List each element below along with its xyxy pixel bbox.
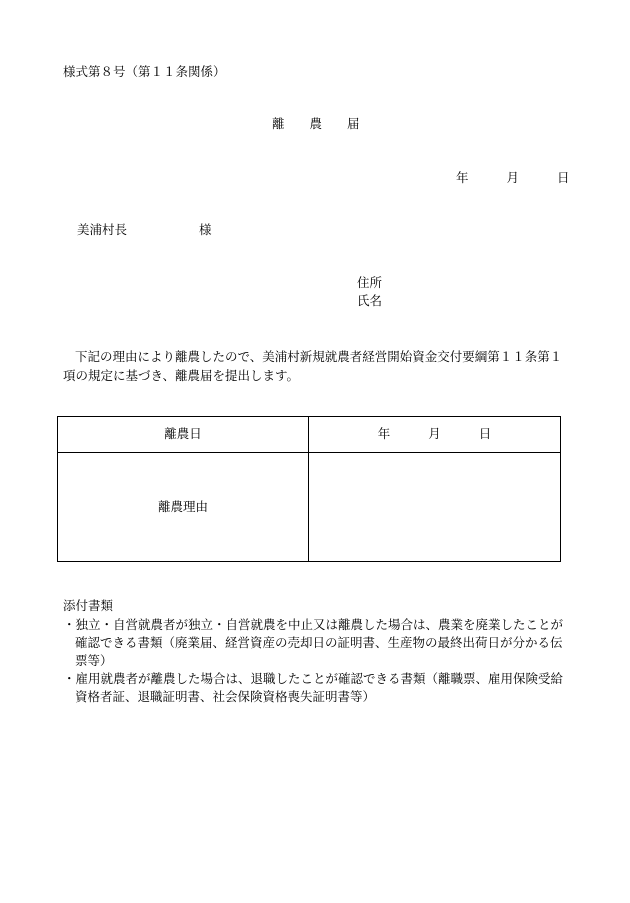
body-text-content: 下記の理由により離農したので、美浦村新規就農者経営開始資金交付要綱第１１条第１項の規定に基づき、離農届を提出します。 [63, 349, 563, 383]
withdrawal-reason-label: 離農理由 [58, 453, 309, 562]
date-year-label: 年 [456, 170, 469, 185]
attachment-item: ・雇用就農者が離農した場合は、退職したことが確認できる書類（離職票、雇用保険受給資格者証、退職証明書、社会保険資格喪失証明書等） [63, 671, 564, 704]
withdrawal-reason-field[interactable] [309, 453, 561, 562]
withdrawal-month-label: 月 [428, 426, 441, 442]
addressee-honorific: 様 [199, 222, 212, 237]
withdrawal-table [57, 416, 561, 562]
attachment-item: ・独立・自営就農者が独立・自営就農を中止又は離農した場合は、農業を廃業したことが確認できる書類（廃業届、経営資産の売却日の証明書、生産物の最終出荷日が分かる伝票等） [63, 617, 564, 668]
body-text [63, 347, 573, 385]
applicant-address-label: 住所 [357, 275, 383, 290]
submission-date [456, 172, 570, 185]
form-number: 様式第８号（第１１条関係） [63, 64, 226, 79]
withdrawal-date-label: 離農日 [58, 417, 309, 453]
document-title [272, 118, 360, 131]
date-day-label: 日 [557, 170, 570, 185]
applicant-name-label: 氏名 [357, 293, 383, 308]
date-month-label: 月 [506, 170, 520, 185]
attachments-heading: 添付書類 [63, 598, 114, 613]
withdrawal-day-label: 日 [478, 426, 492, 442]
title-char-3: 届 [347, 116, 360, 131]
addressee [77, 224, 212, 237]
title-char-2: 農 [309, 116, 323, 131]
withdrawal-date-field[interactable] [309, 417, 561, 453]
withdrawal-year-label: 年 [377, 426, 391, 442]
attachments-list [63, 616, 573, 706]
title-char-1: 離 [272, 116, 285, 131]
addressee-name: 美浦村長 [77, 222, 128, 237]
